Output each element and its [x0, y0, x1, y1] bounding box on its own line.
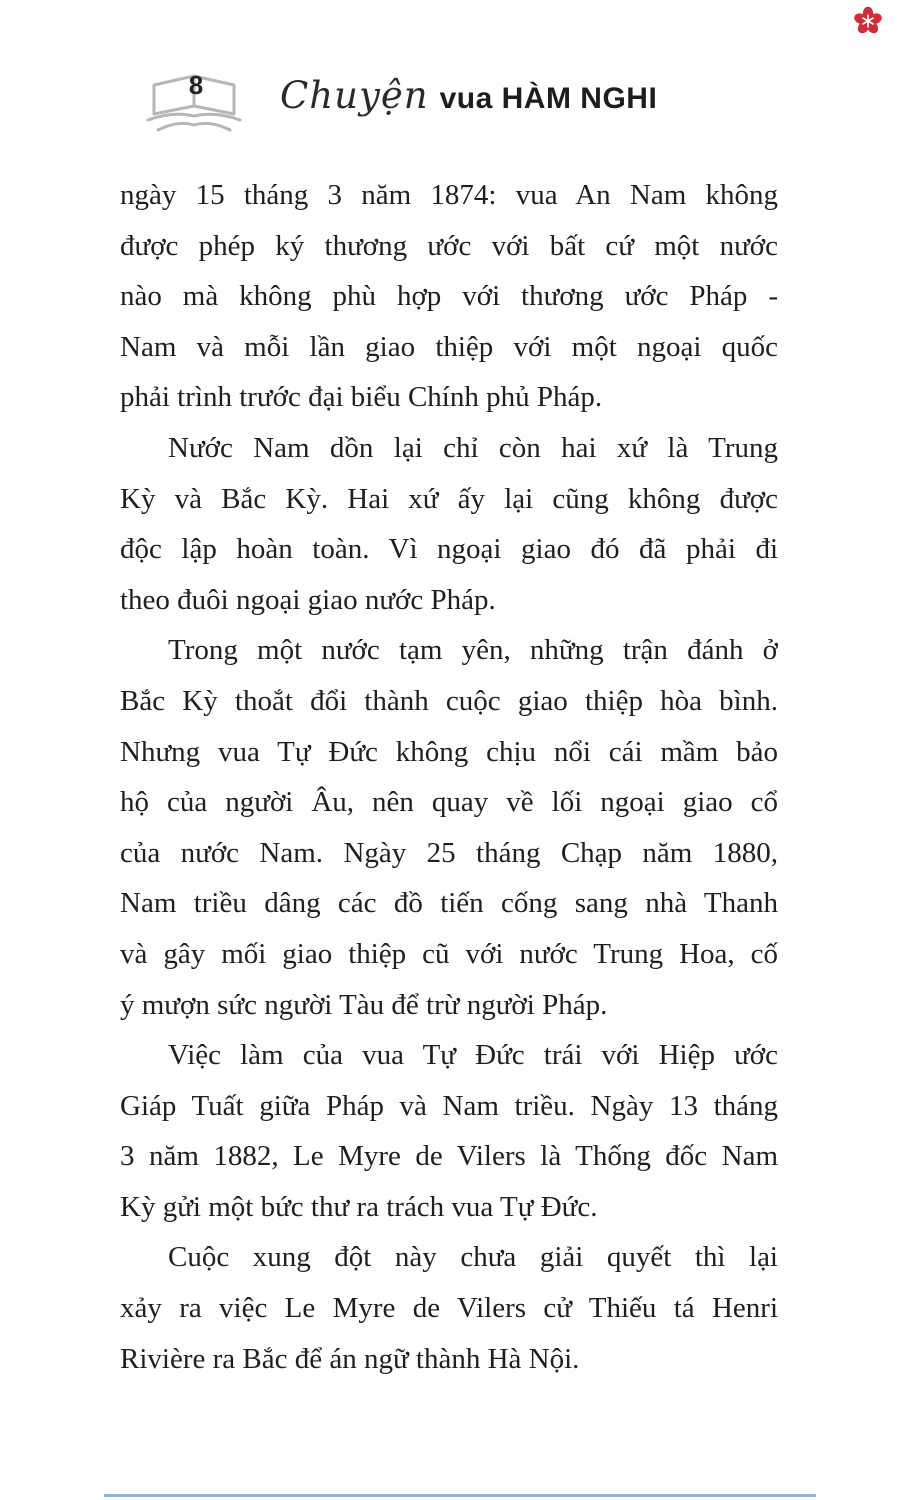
text-line: ý mượn sức người Tàu để trừ người Pháp.: [120, 988, 608, 1021]
text-line: Rivière ra Bắc để án ngữ thành Hà Nội.: [120, 1342, 580, 1375]
publisher-flower-icon: [853, 6, 883, 36]
text-line: Nam và mỗi lần giao thiệp với một ngoại quốc: [120, 330, 778, 363]
text-line: và gây mối giao thiệp cũ với nước Trung Hoa, cố: [120, 937, 778, 970]
text-line: hộ của người Âu, nên quay về lối ngoại giao cổ: [120, 786, 778, 819]
text-line: phải trình trước đại biểu Chính phủ Pháp.: [120, 381, 603, 414]
page-text: [120, 170, 778, 1384]
chapter-title-script: Chuyện: [280, 74, 429, 117]
text-line: Việc làm của vua Tự Đức trái với Hiệp ước: [168, 1039, 778, 1072]
text-line: Kỳ và Bắc Kỳ. Hai xứ ấy lại cũng không được: [120, 482, 778, 515]
text-line: Kỳ gửi một bức thư ra trách vua Tự Đức.: [120, 1190, 598, 1223]
paragraph: [120, 423, 778, 625]
text-line: xảy ra việc Le Myre de Vilers cử Thiếu tá Henri: [120, 1292, 778, 1325]
paragraph: [120, 1030, 778, 1232]
paragraph: [120, 625, 778, 1030]
text-line: Cuộc xung đột này chưa giải quyết thì lại: [168, 1241, 778, 1274]
page-number: 8: [188, 70, 204, 100]
text-line: Bắc Kỳ thoắt đổi thành cuộc giao thiệp hòa bình.: [120, 684, 778, 717]
text-line: Giáp Tuất giữa Pháp và Nam triều. Ngày 13 tháng: [120, 1089, 778, 1122]
paragraph: [120, 170, 778, 423]
bottom-rule: [104, 1494, 816, 1497]
text-line: Nhưng vua Tự Đức không chịu nổi cái mầm bảo: [120, 735, 778, 768]
text-line: theo đuôi ngoại giao nước Pháp.: [120, 583, 496, 616]
text-line: của nước Nam. Ngày 25 tháng Chạp năm 1880,: [120, 836, 778, 869]
text-line: Trong một nước tạm yên, những trận đánh ở: [168, 634, 778, 667]
paragraph: [120, 1232, 778, 1384]
text-line: 3 năm 1882, Le Myre de Vilers là Thống đốc Nam: [120, 1140, 778, 1173]
chapter-title: [280, 74, 657, 117]
text-line: được phép ký thương ước với bất cứ một nước: [120, 229, 778, 262]
text-line: độc lập hoàn toàn. Vì ngoại giao đó đã phải đi: [120, 533, 778, 566]
text-line: Nước Nam dồn lại chỉ còn hai xứ là Trung: [168, 431, 778, 464]
text-line: ngày 15 tháng 3 năm 1874: vua An Nam không: [120, 179, 778, 211]
text-line: Nam triều dâng các đồ tiến cống sang nhà Thanh: [120, 887, 778, 920]
chapter-title-rest: vua HÀM NGHI: [439, 82, 658, 115]
text-line: nào mà không phù hợp với thương ước Pháp -: [120, 280, 778, 313]
